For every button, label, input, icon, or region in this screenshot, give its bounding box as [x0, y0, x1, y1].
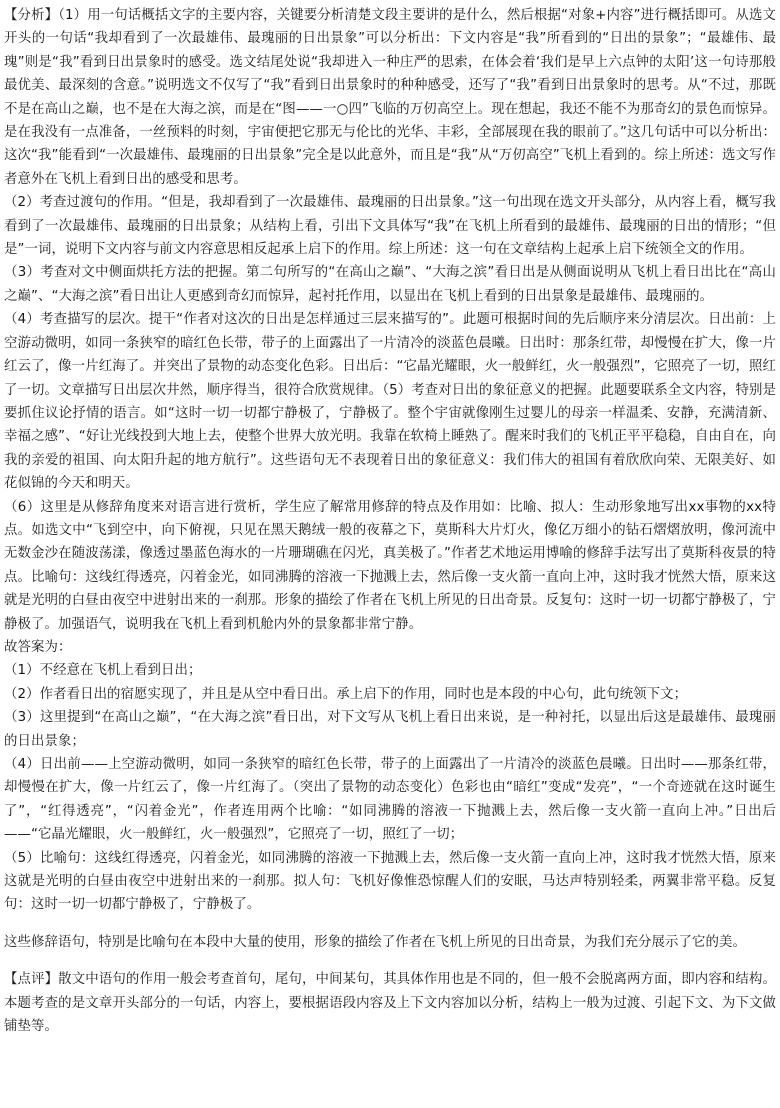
- answer-item-1: （1）不经意在飞机上看到日出；: [4, 663, 202, 679]
- answer-item-2: （2）作者看日出的宿愿实现了，并且是从空中看日出。承上启下的作用，同时也是本段的中心句，此句统领下文；: [4, 686, 688, 702]
- answer-item-3: （3）这里提到“在高山之巅”，“在大海之滨”看日出，对下文写从飞机上看日出来说，是一种衬托，以显出后这是最雄伟、最瑰丽的日出景象；: [4, 710, 776, 749]
- answer-item-4: （4）日出前——上空游动微明，如同一条狭窄的暗红色长带，带子的上面露出了一片清冷的淡蓝色晨曦。日出时——那条红带，却慢慢在扩大，像一片红云了，像一片红海了。（突出了景物的动态变化）色彩也由“暗红”变成“发亮”，“一个奇迹就在这时诞生了”，“红得透亮”，“闪着金光”，作者连用两个比喻：“如同沸腾的溶液一下抛溅上去，然后像一支火箭一直向上冲。”日出后——“它晶光耀眼，火一般鲜红，火一般强烈”，它照亮了一切，照红了一切；: [4, 757, 776, 843]
- analysis-part-3: （3）考查对文中侧面烘托方法的把握。第二句所写的“在高山之巅”、“大海之滨”看日出是从侧面说明从飞机上看日出比在“高山之巅”、“大海之滨”看日出让人更感到奇幻而惊异，起衬托作用，以显出在飞机上看到的日出景象是最雄伟、最瑰丽的。: [4, 265, 776, 304]
- answer-summary: 这些修辞语句，特别是比喻句在本段中大量的使用，形象的描绘了作者在飞机上所见的日出奇景，为我们充分展示了它的美。: [4, 934, 746, 950]
- comment-paragraph: 【点评】散文中语句的作用一般会考查首句，尾句，中间某句，其具体作用也是不同的，但一般不会脱离两方面，即内容和结构。本题考查的是文章开头部分的一句话，内容上，要根据语段内容及上下文内容加以分析，结构上一般为过渡、引起下文、为下文做铺垫等。: [4, 972, 776, 1035]
- paragraph-spacer: [4, 917, 776, 931]
- analysis-part-6: （6）这里是从修辞角度来对语言进行赏析，学生应了解常用修辞的特点及作用如：比喻、拟人：生动形象地写出xx事物的xx特点。如选文中“飞到空中，向下俯视，只见在黑天鹅绒一般的夜幕之下，莫斯科大片灯火，像亿万细小的钻石熠熠放明，像河流中无数金沙在随波荡漾，像透过墨蓝色海水的一片珊瑚礁在闪光，真美极了。”作者艺术地运用博喻的修辞手法写出了莫斯科夜景的特点。比喻句：这线红得透亮，闪着金光，如同沸腾的溶液一下抛溅上去，然后像一支火箭一直向上冲，这时我才恍然大悟，原来这就是光明的白昼由夜空中进射出来的一刹那。形象的描绘了作者在飞机上所见的日出奇景。反复句：这时一切一切都宁静极了，宁静极了。加强语气，说明我在飞机上看到机舱内外的景象都非常宁静。: [4, 499, 776, 632]
- analysis-part-4-5: （4）考查描写的层次。提干“作者对这次的日出是怎样通过三层来描写的”。此题可根据时间的先后顺序来分清层次。日出前：上空游动微明，如同一条狭窄的暗红色长带，带子的上面露出了一片清冷的淡蓝色晨曦。日出时：那条红带，却慢慢在扩大，像一片红云了，像一片红海了。并突出了景物的动态变化色彩。日出后：“它晶光耀眼，火一般鲜红，火一般强烈”，它照亮了一切，照红了一切。文章描写日出层次井然，顺序得当，很符合欣赏规律。（5）考查对日出的象征意义的把握。此题要联系全文内容，特别是要抓住议论抒情的语言。如“这时一切一切都宁静极了，宁静极了。整个宇宙就像刚生过婴儿的母亲一样温柔、安静，充满清新、幸福之感”、“好让光线投到大地上去，使整个世界大放光明。我靠在软椅上睡熟了。醒来时我们的飞机正平平稳稳，自由自在，向我的亲爱的祖国、向太阳升起的地方航行”。这些语句无不表现着日出的象征意义：我们伟大的祖国有着欣欣向荣、无限美好、如花似锦的今天和明天。: [4, 312, 776, 492]
- paragraph-spacer: [4, 954, 776, 968]
- answer-heading: 故答案为：: [4, 639, 72, 655]
- analysis-part-2: （2）考查过渡句的作用。“但是，我却看到了一次最雄伟、最瑰丽的日出景象。”这一句出现在选文开头部分，从内容上看，概写我看到了一次最雄伟、最瑰丽的日出景象；从结构上看，引出下文具体写“我”在飞机上所看到的最雄伟、最瑰丽的日出的情形；“但是”一词，说明下文内容与前文内容意思相反起承上启下的作用。综上所述：这一句在文章结构上起承上启下统领全文的作用。: [4, 195, 776, 258]
- answer-item-5: （5）比喻句：这线红得透亮，闪着金光，如同沸腾的溶液一下抛溅上去，然后像一支火箭一直向上冲，这时我才恍然大悟，原来这就是光明的白昼由夜空中进射出来的一刹那。拟人句：飞机好像惟恐惊醒人们的安眠，马达声特别轻柔，两翼非常平稳。反复句：这时一切一切都宁静极了，宁静极了。: [4, 850, 776, 913]
- analysis-part-1: 【分析】（1）用一句话概括文字的主要内容，关键要分析清楚文段主要讲的是什么，然后根据“对象+内容”进行概括即可。从选文开头的一句话“我却看到了一次最雄伟、最瑰丽的日出景象”可以分析出：下文内容是“我”所看到的“日出的景象”；“最雄伟、最瑰”则是“我”看到日出景象时的感受。选文结尾处说“我却进入一种庄严的思索，在体会着‘我们是早上六点钟的太阳’这一句诗那般最优美、最深刻的含意。”说明选文不仅写了“我”看到日出景象时的种种感受，还写了“我”看到日出景象时的思考。从“不过，那既不是在高山之巅，也不是在大海之滨，而是在“图——一○四”飞临的万仞高空上。现在想起，我还不能不为那奇幻的景色而惊异。是在我没有一点准备，一丝预料的时刻，宇宙便把它那无与伦比的光华、丰彩，全部展现在我的眼前了。”这几句话中可以分析出：这次“我”能看到“一次最雄伟、最瑰丽的日出景象”完全是以此意外，而且是“我”从“万仞高空”飞机上看到的。综上所述：选文写作者意外在飞机上看到日出的感受和思考。: [4, 8, 776, 187]
